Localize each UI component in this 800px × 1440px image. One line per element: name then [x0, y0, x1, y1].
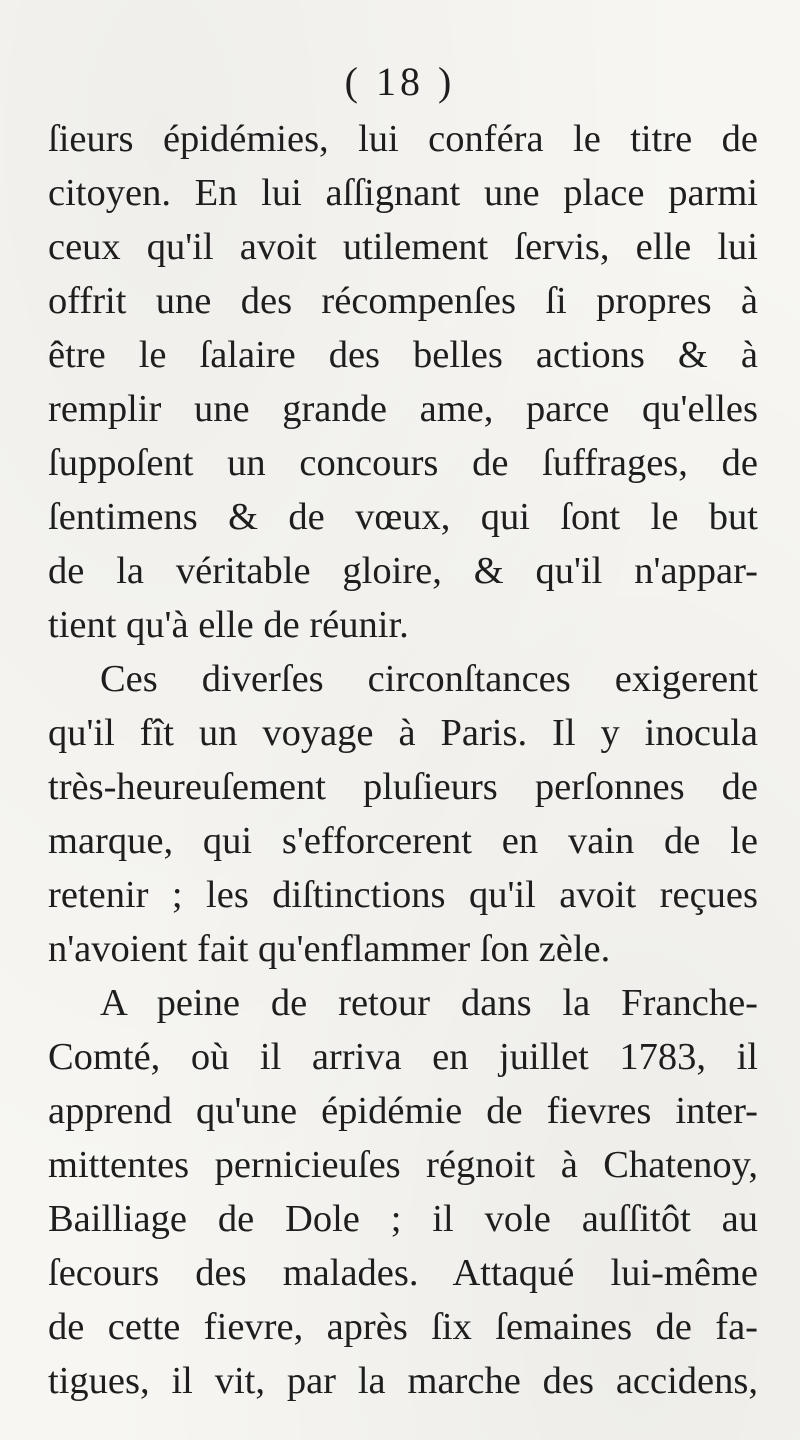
text-line: remplir une grande ame, parce qu'elles — [48, 388, 758, 430]
body-text — [48, 112, 758, 1408]
text-line: citoyen. En lui aſſignant une place parmi — [48, 172, 758, 214]
text-line: Bailliage de Dole ; il vole auſſitôt au — [48, 1198, 758, 1240]
text-line: ſecours des malades. Attaqué lui-même — [48, 1252, 758, 1294]
text-line: ſentimens & de vœux, qui ſont le but — [48, 496, 758, 538]
text-line: retenir ; les diſtinctions qu'il avoit reçues — [48, 874, 758, 916]
text-line: Ces diverſes circonſtances exigerent — [100, 658, 758, 700]
text-line: qu'il fît un voyage à Paris. Il y inocula — [48, 712, 758, 754]
paragraph-2 — [48, 652, 758, 976]
text-line: n'avoient fait qu'enflammer ſon zèle. — [48, 928, 611, 970]
text-line: apprend qu'une épidémie de fievres inter- — [48, 1090, 758, 1132]
paragraph-3 — [48, 976, 758, 1408]
text-line: être le ſalaire des belles actions & à — [48, 334, 758, 376]
page-number: ( 18 ) — [344, 59, 456, 104]
paragraph-1 — [48, 112, 758, 652]
text-line: ſieurs épidémies, lui conféra le titre de — [48, 118, 758, 160]
text-line: marque, qui s'efforcerent en vain de le — [48, 820, 758, 862]
text-line: ſuppoſent un concours de ſuffrages, de — [48, 442, 758, 484]
text-line: mittentes pernicieuſes régnoit à Chatenoy, — [48, 1144, 758, 1186]
text-line: tient qu'à elle de réunir. — [48, 604, 409, 646]
text-line: Comté, où il arriva en juillet 1783, il — [48, 1036, 758, 1078]
text-line: de cette fievre, après ſix ſemaines de fa- — [48, 1306, 758, 1348]
text-line: A peine de retour dans la Franche- — [100, 982, 758, 1024]
text-line: tigues, il vit, par la marche des accidens, — [48, 1360, 758, 1402]
text-line: très-heureuſement pluſieurs perſonnes de — [48, 766, 758, 808]
text-line: de la véritable gloire, & qu'il n'appar- — [48, 550, 758, 592]
text-line: ceux qu'il avoit utilement ſervis, elle lui — [48, 226, 758, 268]
text-line: offrit une des récompenſes ſi propres à — [48, 280, 758, 322]
